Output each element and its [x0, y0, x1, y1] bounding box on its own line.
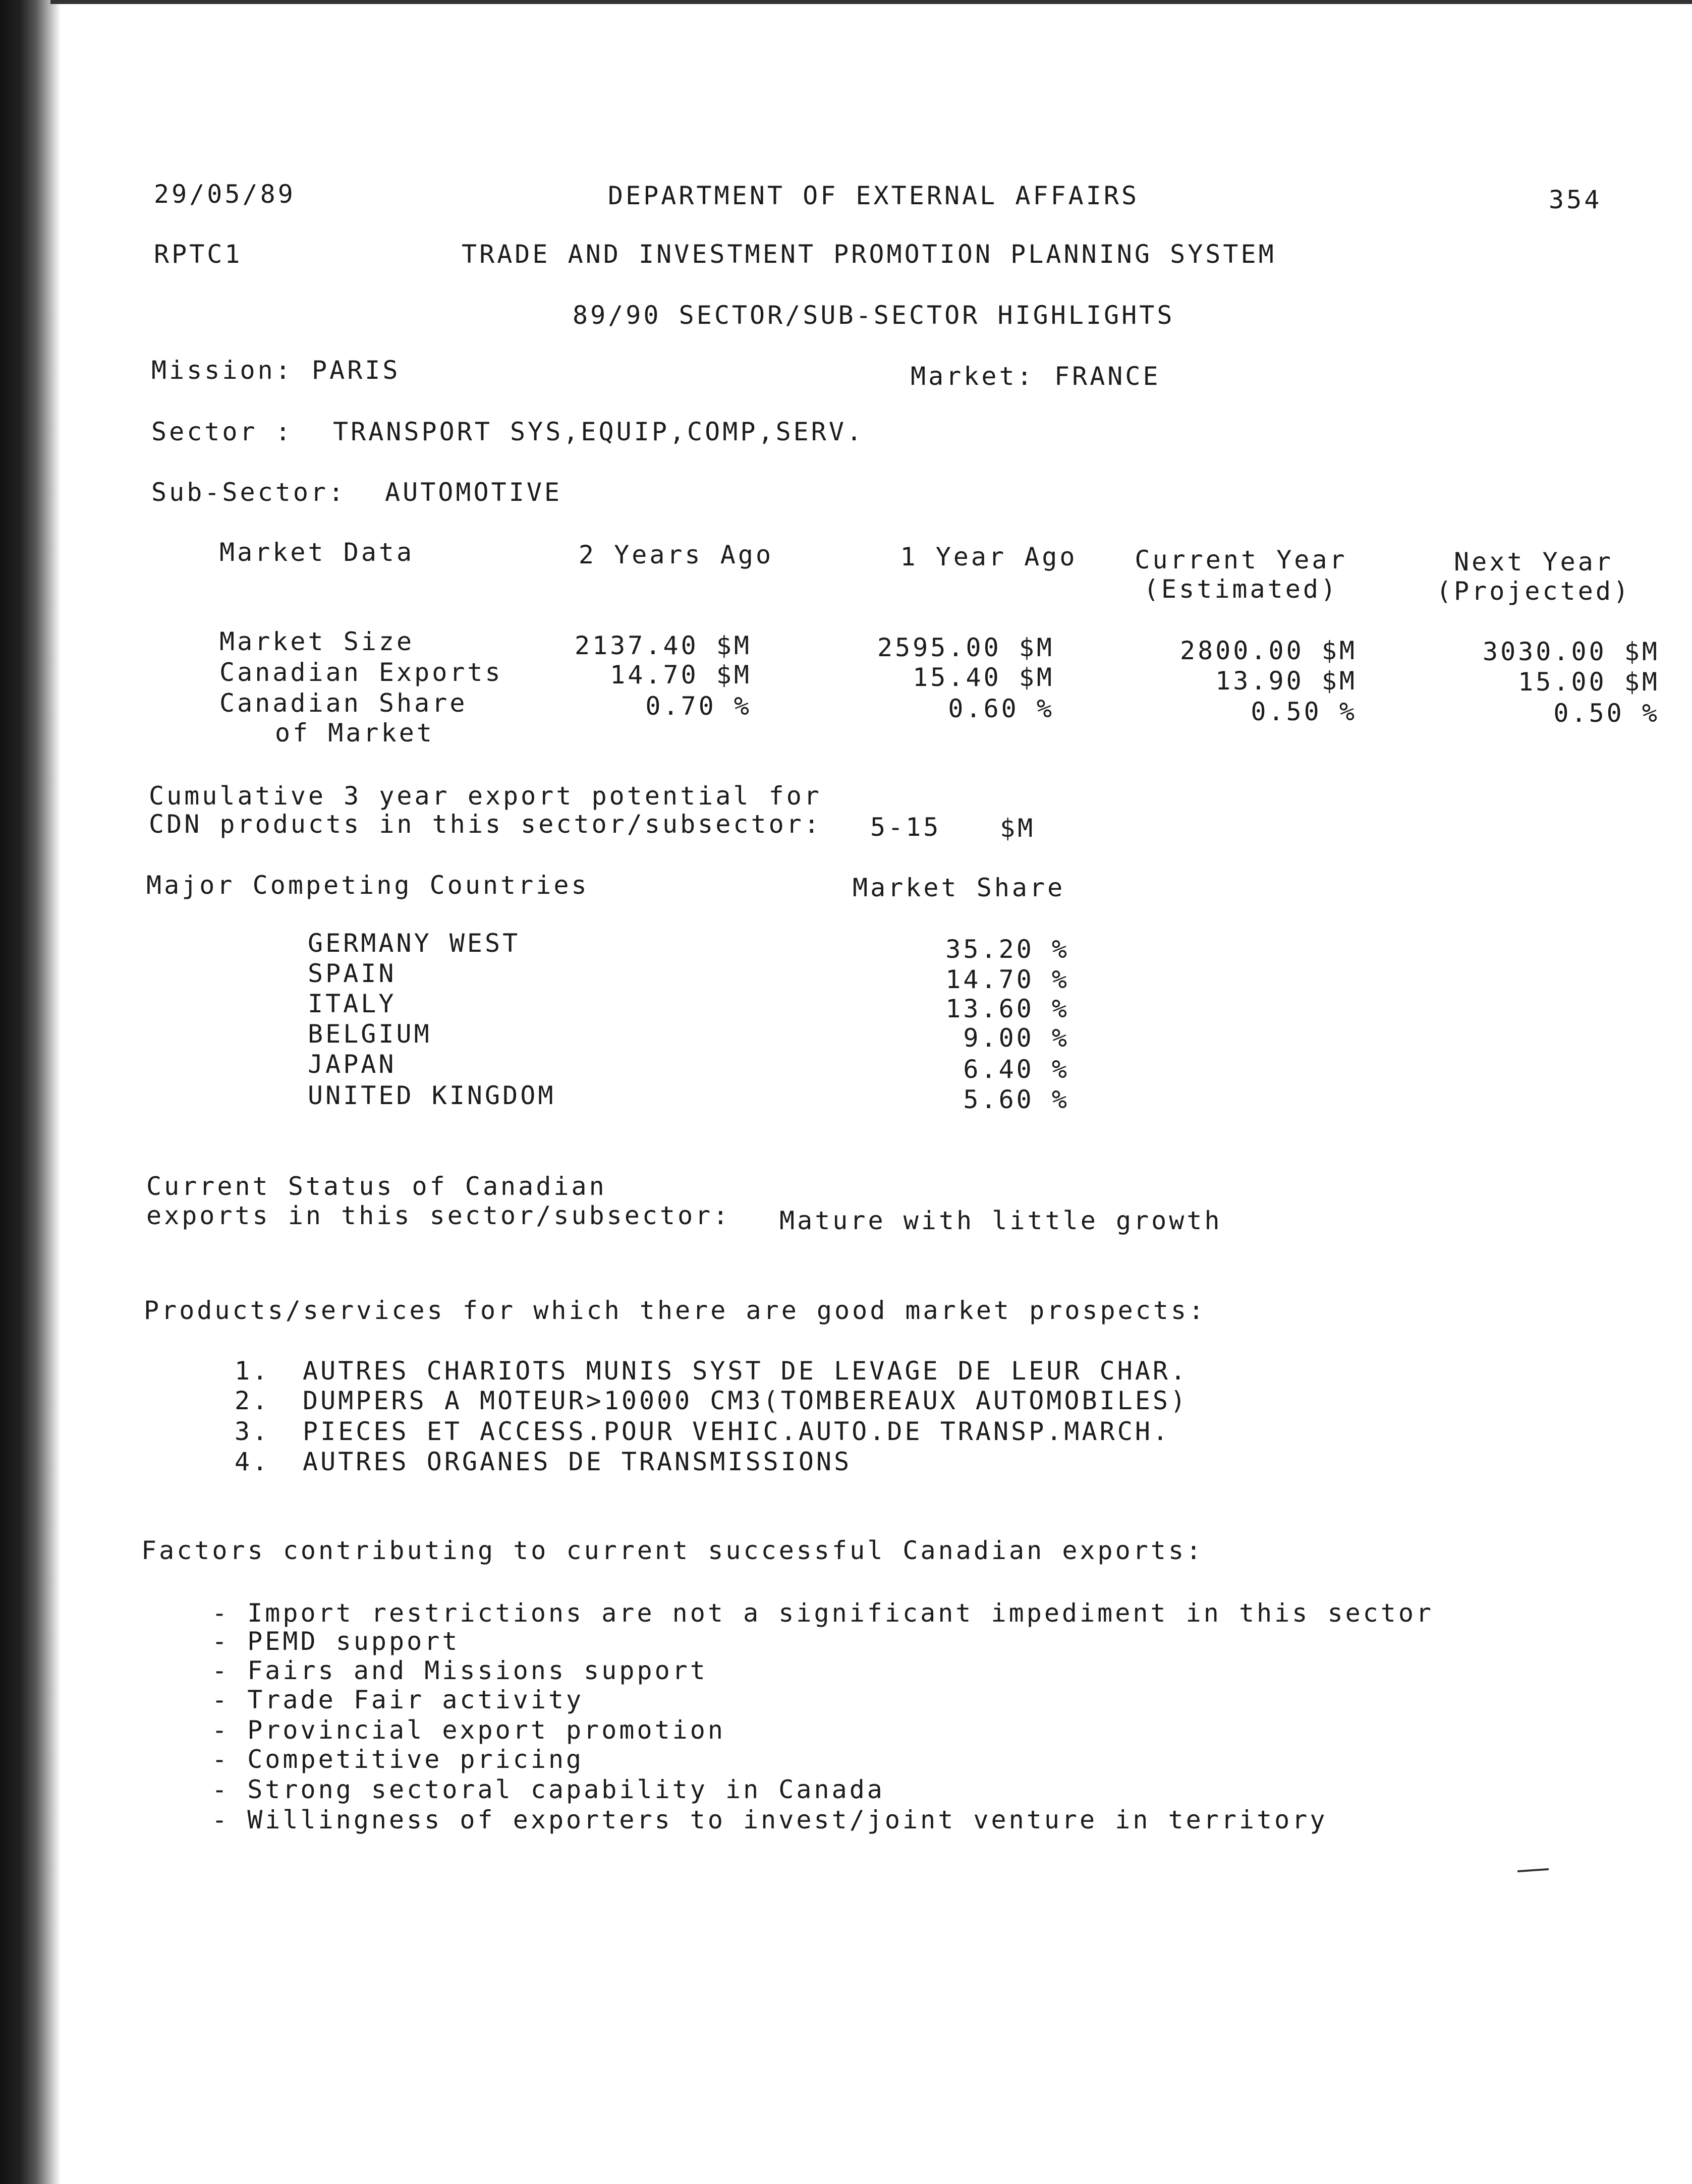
subsector-label: Sub-Sector: [151, 478, 347, 507]
market-label: Market: [911, 362, 1035, 391]
market-value: FRANCE [1054, 362, 1161, 391]
table-cell: 3030.00 $M [1482, 637, 1660, 666]
competitor-share: 13.60 % [945, 994, 1069, 1023]
column-header-2-years-ago: 2 Years Ago [578, 540, 774, 569]
export-potential-line2: CDN products in this sector/subsector: [149, 810, 822, 839]
report-date: 29/05/89 [154, 180, 296, 209]
report-title: 89/90 SECTOR/SUB-SECTOR HIGHLIGHTS [573, 301, 1175, 330]
export-potential-range: 5-15 [870, 813, 941, 842]
column-header-1-year-ago: 1 Year Ago [900, 542, 1078, 571]
table-cell: 0.50 % [1251, 697, 1357, 726]
column-header-next-year-sub: (Projected) [1436, 577, 1631, 606]
export-potential-line1: Cumulative 3 year export potential for [149, 781, 822, 811]
subsector-value: AUTOMOTIVE [385, 478, 562, 507]
pen-mark [1517, 1868, 1549, 1872]
products-label: Products/services for which there are good market prospects: [144, 1296, 1207, 1325]
table-cell: 2800.00 $M [1179, 636, 1357, 665]
market-data-header: Market Data [219, 538, 415, 567]
product-text: AUTRES ORGANES DE TRANSMISSIONS [303, 1447, 852, 1476]
status-line1: Current Status of Canadian [146, 1172, 607, 1201]
product-number: 4. [235, 1447, 270, 1476]
mission-label: Mission: [151, 356, 293, 385]
competitor-share: 5.60 % [963, 1085, 1069, 1114]
column-header-current-year-sub: (Estimated) [1143, 574, 1339, 604]
competitor-country: BELGIUM [308, 1019, 432, 1049]
scan-top-edge [50, 0, 1692, 4]
competitors-label: Major Competing Countries [146, 871, 589, 900]
competitor-share: 35.20 % [945, 935, 1069, 964]
page-number: 354 [1549, 185, 1602, 214]
row-label: Market Size [219, 627, 415, 656]
department-name: DEPARTMENT OF EXTERNAL AFFAIRS [608, 181, 1140, 210]
product-text: PIECES ET ACCESS.POUR VEHIC.AUTO.DE TRANSP.MARCH. [303, 1417, 1171, 1446]
competitor-country: JAPAN [308, 1050, 397, 1079]
market-share-label: Market Share [853, 873, 1065, 902]
row-label: Canadian Share [219, 688, 468, 718]
row-label-continued: of Market [275, 718, 434, 748]
competitor-share: 9.00 % [963, 1023, 1069, 1053]
list-item: - Competitive pricing [212, 1745, 584, 1774]
row-label: Canadian Exports [219, 658, 503, 687]
table-cell: 2137.40 $M [574, 631, 752, 660]
sector-value: TRANSPORT SYS,EQUIP,COMP,SERV. [333, 417, 865, 446]
list-item: - Willingness of exporters to invest/joint venture in territory [212, 1805, 1328, 1834]
column-header-next-year: Next Year [1454, 547, 1613, 577]
product-text: AUTRES CHARIOTS MUNIS SYST DE LEVAGE DE LEUR CHAR. [303, 1356, 1189, 1386]
scan-binding-edge [0, 0, 61, 2184]
table-cell: 0.70 % [645, 692, 752, 721]
product-number: 3. [235, 1417, 270, 1446]
system-name: TRADE AND INVESTMENT PROMOTION PLANNING SYSTEM [462, 240, 1276, 269]
table-cell: 15.00 $M [1518, 667, 1660, 697]
factors-label: Factors contributing to current successful Canadian exports: [141, 1536, 1204, 1565]
list-item: - Fairs and Missions support [212, 1656, 708, 1685]
table-cell: 15.40 $M [913, 663, 1054, 692]
competitor-country: GERMANY WEST [308, 929, 521, 958]
product-number: 1. [235, 1356, 270, 1386]
list-item: - Trade Fair activity [212, 1685, 584, 1714]
export-potential-unit: $M [1000, 814, 1036, 843]
list-item: - PEMD support [212, 1627, 460, 1656]
product-number: 2. [235, 1386, 270, 1415]
sector-label: Sector : [151, 417, 293, 446]
product-text: DUMPERS A MOTEUR>10000 CM3(TOMBEREAUX AUTOMOBILES) [303, 1386, 1189, 1415]
column-header-current-year: Current Year [1135, 545, 1347, 574]
competitor-share: 6.40 % [963, 1055, 1069, 1084]
list-item: - Import restrictions are not a significant impediment in this sector [212, 1598, 1434, 1628]
competitor-country: UNITED KINGDOM [308, 1081, 556, 1110]
table-cell: 2595.00 $M [877, 633, 1054, 662]
competitor-country: SPAIN [308, 959, 397, 988]
table-cell: 14.70 $M [610, 660, 752, 689]
list-item: - Provincial export promotion [212, 1715, 725, 1745]
report-code: RPTC1 [154, 240, 243, 269]
status-line2: exports in this sector/subsector: [146, 1201, 731, 1230]
competitor-country: ITALY [308, 989, 397, 1018]
table-cell: 13.90 $M [1215, 666, 1357, 696]
status-value: Mature with little growth [779, 1206, 1222, 1235]
table-cell: 0.60 % [948, 694, 1054, 723]
competitor-share: 14.70 % [945, 965, 1069, 994]
list-item: - Strong sectoral capability in Canada [212, 1775, 885, 1804]
table-cell: 0.50 % [1553, 699, 1660, 728]
mission-value: PARIS [312, 356, 401, 385]
